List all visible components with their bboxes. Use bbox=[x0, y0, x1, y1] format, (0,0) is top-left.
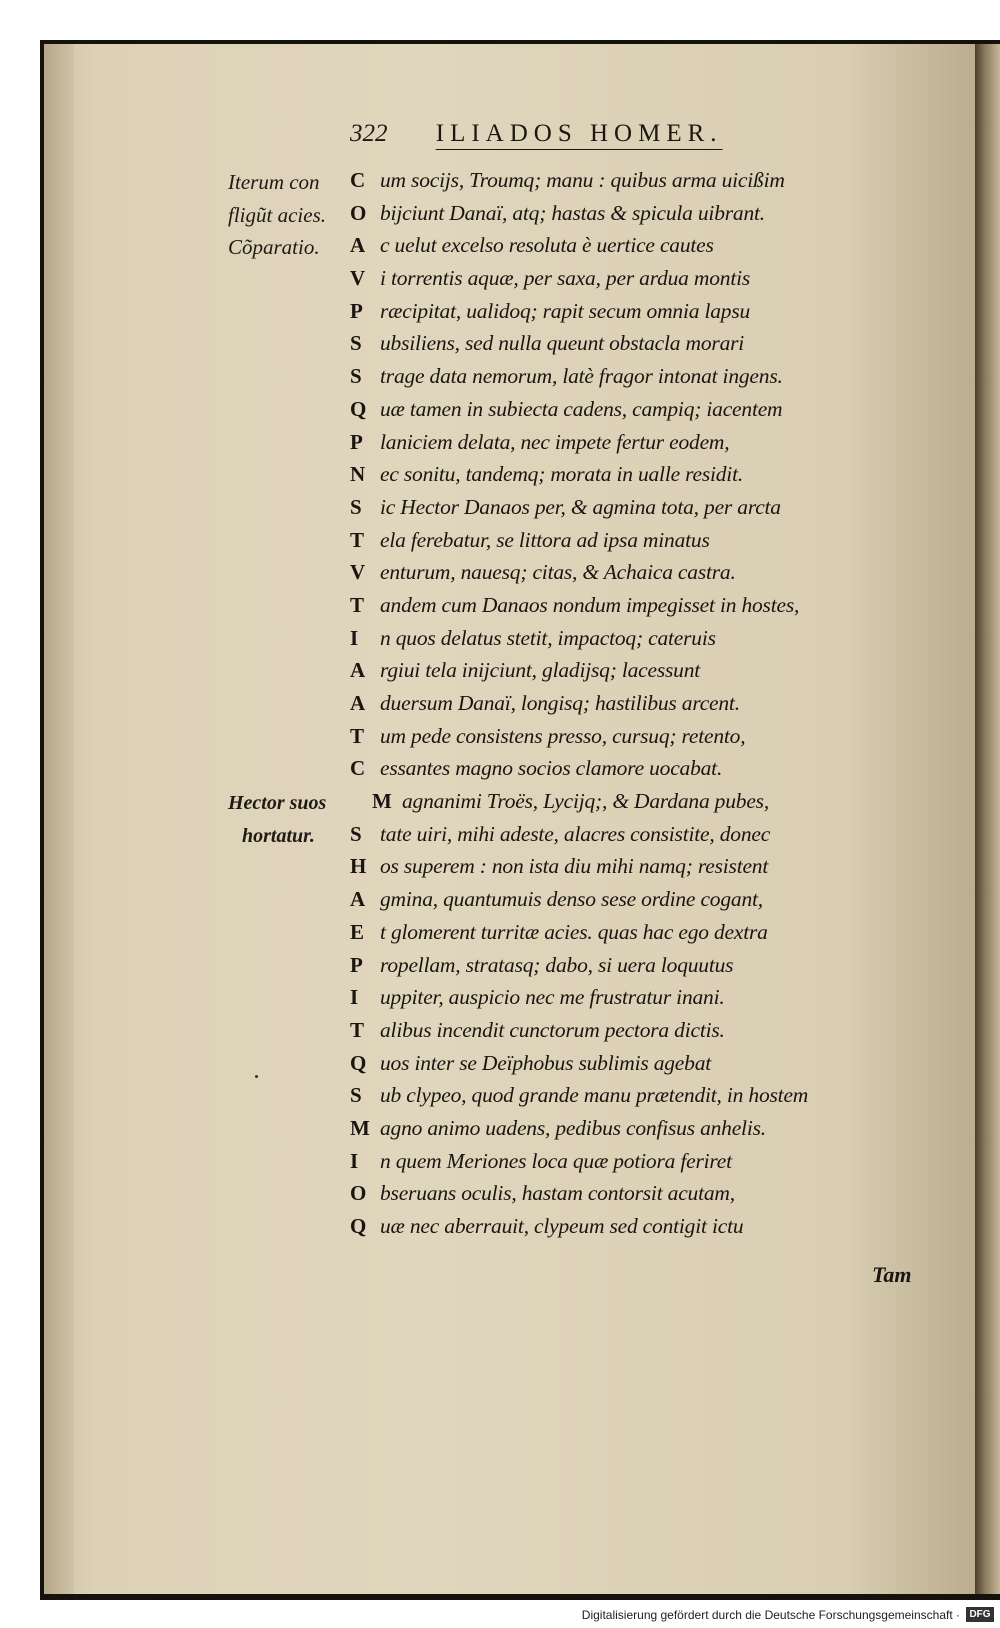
verse-line bbox=[350, 756, 870, 789]
line-text: os superem : non ista diu mihi namq; resistent bbox=[380, 854, 769, 879]
line-initial: V bbox=[350, 560, 366, 585]
line-initial: S bbox=[350, 1083, 362, 1108]
line-initial: C bbox=[350, 756, 366, 781]
verse-line bbox=[350, 1181, 870, 1214]
verse-line bbox=[350, 560, 870, 593]
verse-line bbox=[350, 593, 870, 626]
line-initial: E bbox=[350, 919, 365, 944]
line-text: ic Hector Danaos per, & agmina tota, per arcta bbox=[380, 494, 781, 519]
line-text: alibus incendit cunctorum pectora dictis. bbox=[380, 1017, 725, 1042]
line-initial: O bbox=[350, 1181, 367, 1206]
line-text: duersum Danaï, longisq; hastilibus arcent. bbox=[380, 691, 740, 715]
line-initial: A bbox=[350, 658, 366, 683]
facing-page-edge bbox=[975, 44, 1000, 1594]
verse-line bbox=[350, 1051, 870, 1084]
margin-note: fligũt acies. bbox=[228, 202, 326, 227]
verse-line bbox=[350, 299, 870, 332]
line-initial: A bbox=[350, 233, 366, 258]
verse-line bbox=[350, 626, 870, 659]
line-initial: T bbox=[350, 1017, 365, 1042]
verse-line bbox=[350, 887, 870, 920]
line-text: enturum, nauesq; citas, & Achaica castra. bbox=[380, 560, 736, 585]
line-initial: A bbox=[350, 887, 366, 912]
line-text: essantes magno socios clamore uocabat. bbox=[380, 756, 723, 781]
verse-line bbox=[350, 1018, 870, 1051]
line-text: n quos delatus stetit, impactoq; cateruis bbox=[380, 625, 716, 650]
line-initial: T bbox=[350, 527, 365, 552]
line-initial: P bbox=[350, 952, 363, 977]
line-text: uæ tamen in subiecta cadens, campiq; iacentem bbox=[380, 396, 783, 421]
verse-line bbox=[350, 691, 870, 724]
line-text: c uelut excelso resoluta è uertice cautes bbox=[380, 233, 714, 258]
verse-line bbox=[350, 397, 870, 430]
verse-line bbox=[350, 985, 870, 1018]
verse-line bbox=[350, 953, 870, 986]
line-text: ub clypeo, quod grande manu prætendit, in hostem bbox=[380, 1083, 809, 1108]
margin-note: Iterum con bbox=[228, 170, 320, 194]
line-text: t glomerent turritæ acies. quas hac ego dextra bbox=[380, 919, 768, 944]
verse-line bbox=[350, 266, 870, 299]
verse-line bbox=[350, 364, 870, 397]
line-initial: Q bbox=[350, 1050, 367, 1075]
verse-line bbox=[350, 495, 870, 528]
verse-line bbox=[350, 822, 870, 855]
line-initial: P bbox=[350, 429, 363, 454]
line-initial: N bbox=[350, 462, 366, 487]
line-text: agnanimi Troës, Lycijq;, & Dardana pubes, bbox=[402, 789, 770, 814]
verse-line bbox=[350, 528, 870, 561]
verse-line bbox=[350, 201, 870, 234]
line-text: bseruans oculis, hastam contorsit acutam, bbox=[380, 1181, 735, 1206]
line-initial: S bbox=[350, 364, 362, 389]
running-header bbox=[350, 120, 723, 148]
line-initial: I bbox=[350, 985, 359, 1010]
line-text: n quem Meriones loca quæ potiora feriret bbox=[380, 1148, 732, 1173]
line-initial: T bbox=[350, 592, 365, 617]
line-initial: S bbox=[350, 494, 362, 519]
margin-note: hortatur. bbox=[242, 825, 315, 847]
line-initial: O bbox=[350, 200, 367, 225]
line-text: ec sonitu, tandemq; morata in ualle residit. bbox=[380, 462, 744, 487]
verse-line bbox=[350, 430, 870, 463]
verse-line bbox=[350, 1214, 870, 1247]
line-initial: P bbox=[350, 298, 363, 323]
line-text: laniciem delata, nec impete fertur eodem, bbox=[380, 429, 730, 454]
line-initial: A bbox=[350, 691, 366, 715]
footer-credit: Digitalisierung gefördert durch die Deutsche Forschungsgemeinschaft · bbox=[581, 1608, 960, 1622]
verse-line bbox=[350, 331, 870, 364]
line-text: ræcipitat, ualidoq; rapit secum omnia lapsu bbox=[380, 298, 751, 323]
line-text: ropellam, stratasq; dabo, si uera loquutus bbox=[380, 952, 734, 977]
dfg-logo: DFG bbox=[966, 1607, 994, 1622]
line-text: tate uiri, mihi adeste, alacres consistite, donec bbox=[380, 821, 771, 846]
line-initial: C bbox=[350, 168, 366, 192]
line-text: bijciunt Danaï, atq; hastas & spicula uibrant. bbox=[380, 200, 765, 225]
line-initial: M bbox=[350, 1115, 370, 1140]
ink-speck bbox=[255, 1075, 258, 1078]
verse-line bbox=[350, 789, 870, 822]
line-text: ubsiliens, sed nulla queunt obstacla morari bbox=[380, 331, 745, 356]
line-initial: H bbox=[350, 854, 367, 879]
line-text: um pede consistens presso, cursuq; retento, bbox=[380, 723, 746, 748]
footer-bar bbox=[0, 1605, 1000, 1628]
line-initial: M bbox=[372, 789, 392, 814]
verse-line bbox=[350, 724, 870, 757]
line-text: trage data nemorum, latè fragor intonat ingens. bbox=[380, 364, 783, 389]
line-initial: S bbox=[350, 821, 362, 846]
page-gutter bbox=[44, 44, 74, 1594]
line-initial: T bbox=[350, 723, 365, 748]
line-text: andem cum Danaos nondum impegisset in hostes, bbox=[380, 592, 800, 617]
line-initial: Q bbox=[350, 1214, 367, 1238]
verse-line bbox=[350, 854, 870, 887]
verse-line bbox=[350, 462, 870, 495]
catchword: Tam bbox=[872, 1262, 912, 1287]
verse-line bbox=[350, 920, 870, 953]
line-initial: S bbox=[350, 331, 362, 356]
verse-line bbox=[350, 233, 870, 266]
line-text: uæ nec aberrauit, clypeum sed contigit ictu bbox=[380, 1214, 744, 1238]
line-initial: V bbox=[350, 266, 366, 291]
line-text: rgiui tela inijciunt, gladijsq; lacessunt bbox=[380, 658, 701, 683]
page-number: 322 bbox=[350, 120, 388, 147]
verse-line bbox=[350, 658, 870, 691]
line-text: uos inter se Deïphobus sublimis agebat bbox=[380, 1050, 712, 1075]
line-text: uppiter, auspicio nec me frustratur inani. bbox=[380, 985, 725, 1010]
line-text: ela ferebatur, se littora ad ipsa minatus bbox=[380, 527, 710, 552]
verse-line bbox=[350, 1116, 870, 1149]
verse-line bbox=[350, 1083, 870, 1116]
verse-line bbox=[350, 1149, 870, 1182]
line-text: gmina, quantumuis denso sese ordine cogant, bbox=[380, 887, 763, 912]
line-initial: I bbox=[350, 625, 359, 650]
verse-block bbox=[350, 168, 870, 1247]
margin-note: Hector suos bbox=[228, 792, 327, 815]
running-title: ILIADOS HOMER. bbox=[435, 120, 723, 147]
line-text: um socijs, Troumq; manu : quibus arma uicißim bbox=[380, 168, 785, 192]
line-initial: I bbox=[350, 1148, 359, 1173]
line-text: agno animo uadens, pedibus confisus anhelis. bbox=[380, 1115, 766, 1140]
line-initial: Q bbox=[350, 396, 367, 421]
margin-note: Cõparatio. bbox=[228, 235, 320, 260]
verse-line bbox=[350, 168, 870, 201]
line-text: i torrentis aquæ, per saxa, per ardua montis bbox=[380, 266, 751, 291]
